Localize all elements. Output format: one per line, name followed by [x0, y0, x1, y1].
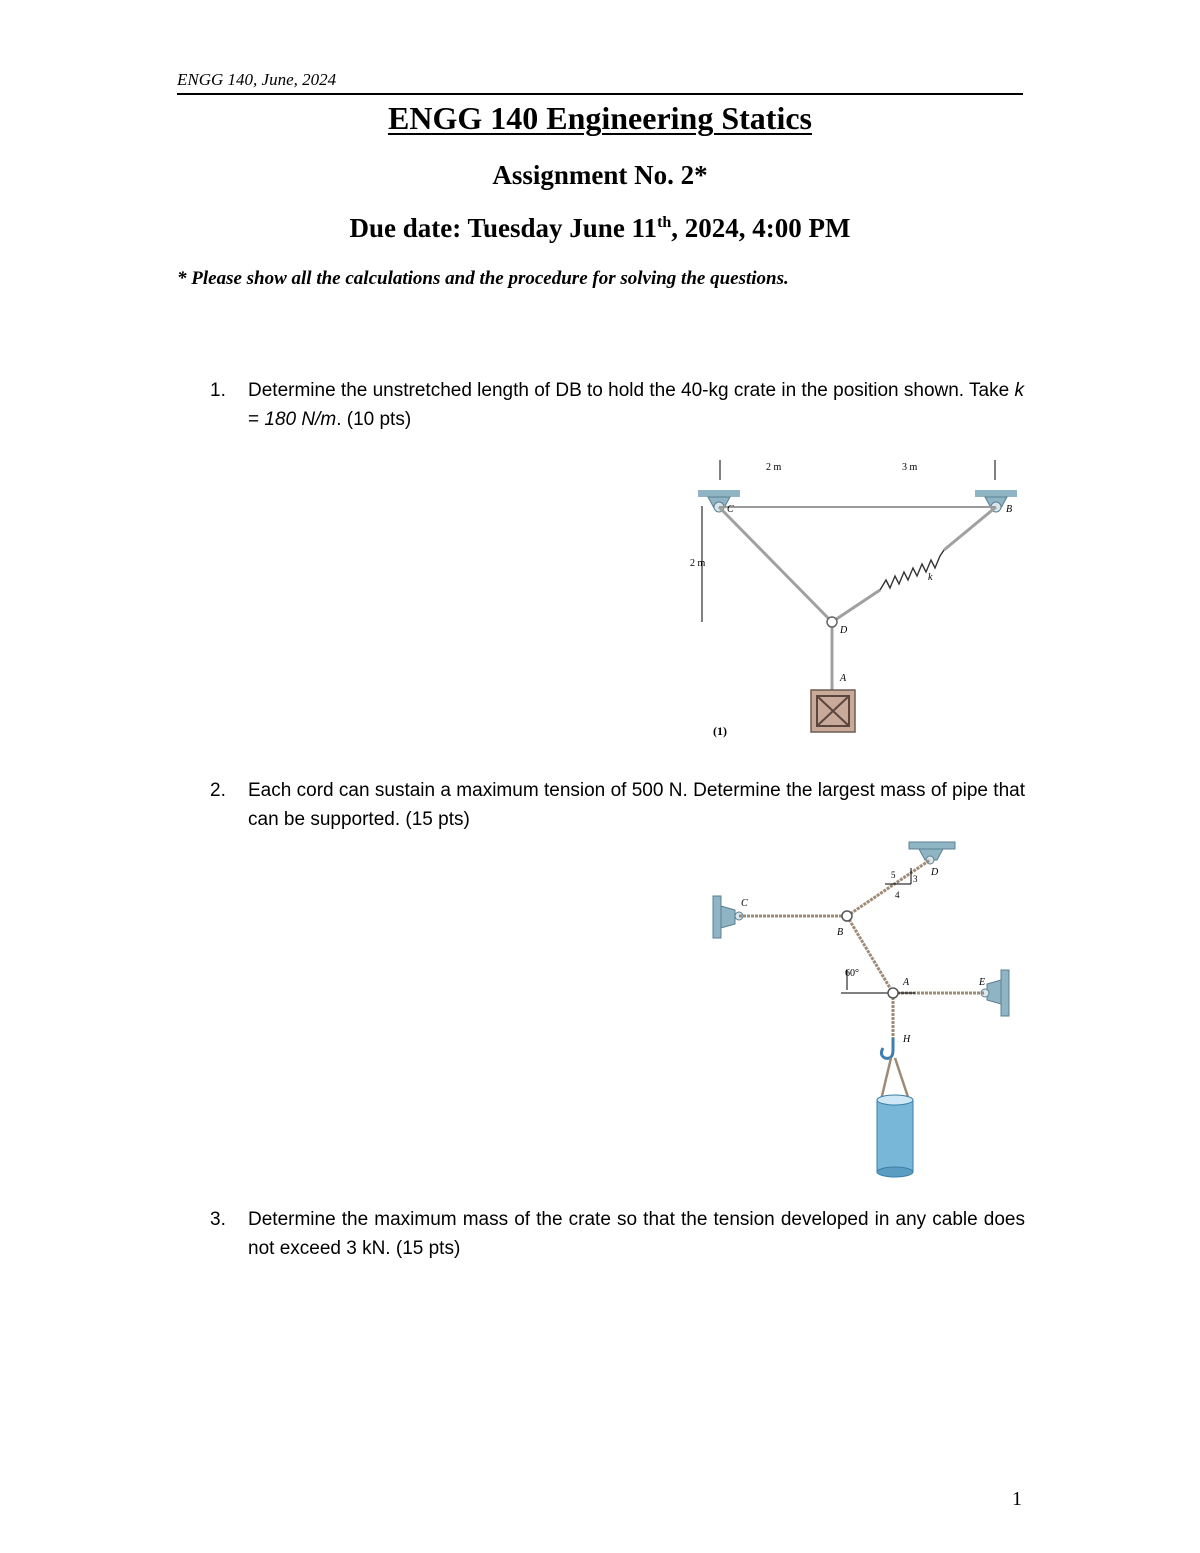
- label-b: B: [1006, 504, 1013, 515]
- question-3: [210, 1205, 1025, 1263]
- question-2: [210, 776, 1025, 834]
- support-c: [713, 896, 743, 938]
- dim-right-label: 3 m: [902, 462, 918, 473]
- figure-1: [680, 450, 1040, 750]
- question-text: [248, 376, 1025, 434]
- ring-b: [842, 911, 852, 921]
- dim-vertical-label: 2 m: [690, 558, 706, 569]
- label-c: C: [727, 504, 734, 515]
- slope-label-5: 5: [891, 870, 896, 880]
- question-text: Each cord can sustain a maximum tension of 500 N. Determine the largest mass of pipe that can be supported. (15 pts): [248, 780, 1025, 830]
- cable-db-upper: [944, 507, 996, 550]
- header-rule: [177, 93, 1023, 95]
- due-superscript: th: [657, 214, 672, 231]
- spring-k: [880, 550, 944, 590]
- figure-2: [705, 838, 1025, 1183]
- label-c: C: [741, 898, 748, 909]
- cable-db-lower: [832, 590, 880, 622]
- label-a: A: [840, 673, 847, 684]
- figure-1-caption: (1): [713, 724, 727, 738]
- label-d: D: [931, 867, 939, 878]
- label-a: A: [903, 977, 910, 988]
- label-e: E: [979, 977, 986, 988]
- q1-k-value: 180 N/m: [264, 409, 337, 430]
- title-text: ENGG 140 Engineering Statics: [387, 100, 812, 136]
- crate: [811, 690, 855, 732]
- ring-a: [888, 988, 898, 998]
- question-number: 2.: [210, 780, 226, 801]
- slope-label-3: 3: [913, 874, 918, 884]
- cord-ba: [847, 916, 893, 993]
- page-title: [0, 100, 1200, 137]
- question-number: 3.: [210, 1209, 226, 1230]
- question-text: Determine the maximum mass of the crate so that the tension developed in any cable does not exceed 3 kN. (15 pts): [248, 1209, 1025, 1259]
- q1-text-a: Determine the unstretched length of DB to hold the 40-kg crate in the position shown. Take: [248, 380, 1015, 401]
- label-d: D: [840, 625, 848, 636]
- q1-k-symbol: k: [1014, 380, 1024, 401]
- sling-left: [881, 1058, 891, 1100]
- q1-equals: =: [248, 409, 265, 430]
- cable-cd: [719, 507, 832, 622]
- q1-text-b: . (10 pts): [336, 409, 412, 430]
- ring-d: [827, 617, 837, 627]
- due-date: [0, 213, 1200, 244]
- support-e: [981, 970, 1009, 1016]
- slope-label-4: 4: [895, 890, 900, 900]
- due-suffix: , 2024, 4:00 PM: [671, 213, 851, 243]
- instruction-note: * Please show all the calculations and the procedure for solving the questions.: [177, 268, 789, 289]
- dim-left-label: 2 m: [766, 462, 782, 473]
- question-number: 1.: [210, 380, 226, 401]
- label-k: k: [928, 572, 933, 583]
- label-h: H: [903, 1034, 911, 1045]
- page-number: 1: [1012, 1488, 1022, 1510]
- angle-label: 60°: [845, 968, 859, 979]
- pipe: [877, 1095, 913, 1177]
- question-1: [210, 376, 1025, 434]
- running-head: ENGG 140, June, 2024: [177, 70, 337, 89]
- sling-right: [895, 1058, 909, 1100]
- label-b: B: [837, 927, 844, 938]
- due-prefix: Due date: Tuesday June 11: [349, 213, 658, 243]
- hook-h: [881, 1038, 893, 1058]
- support-d: [909, 842, 955, 864]
- assignment-number: Assignment No. 2*: [492, 160, 708, 190]
- cord-bd: [847, 860, 930, 916]
